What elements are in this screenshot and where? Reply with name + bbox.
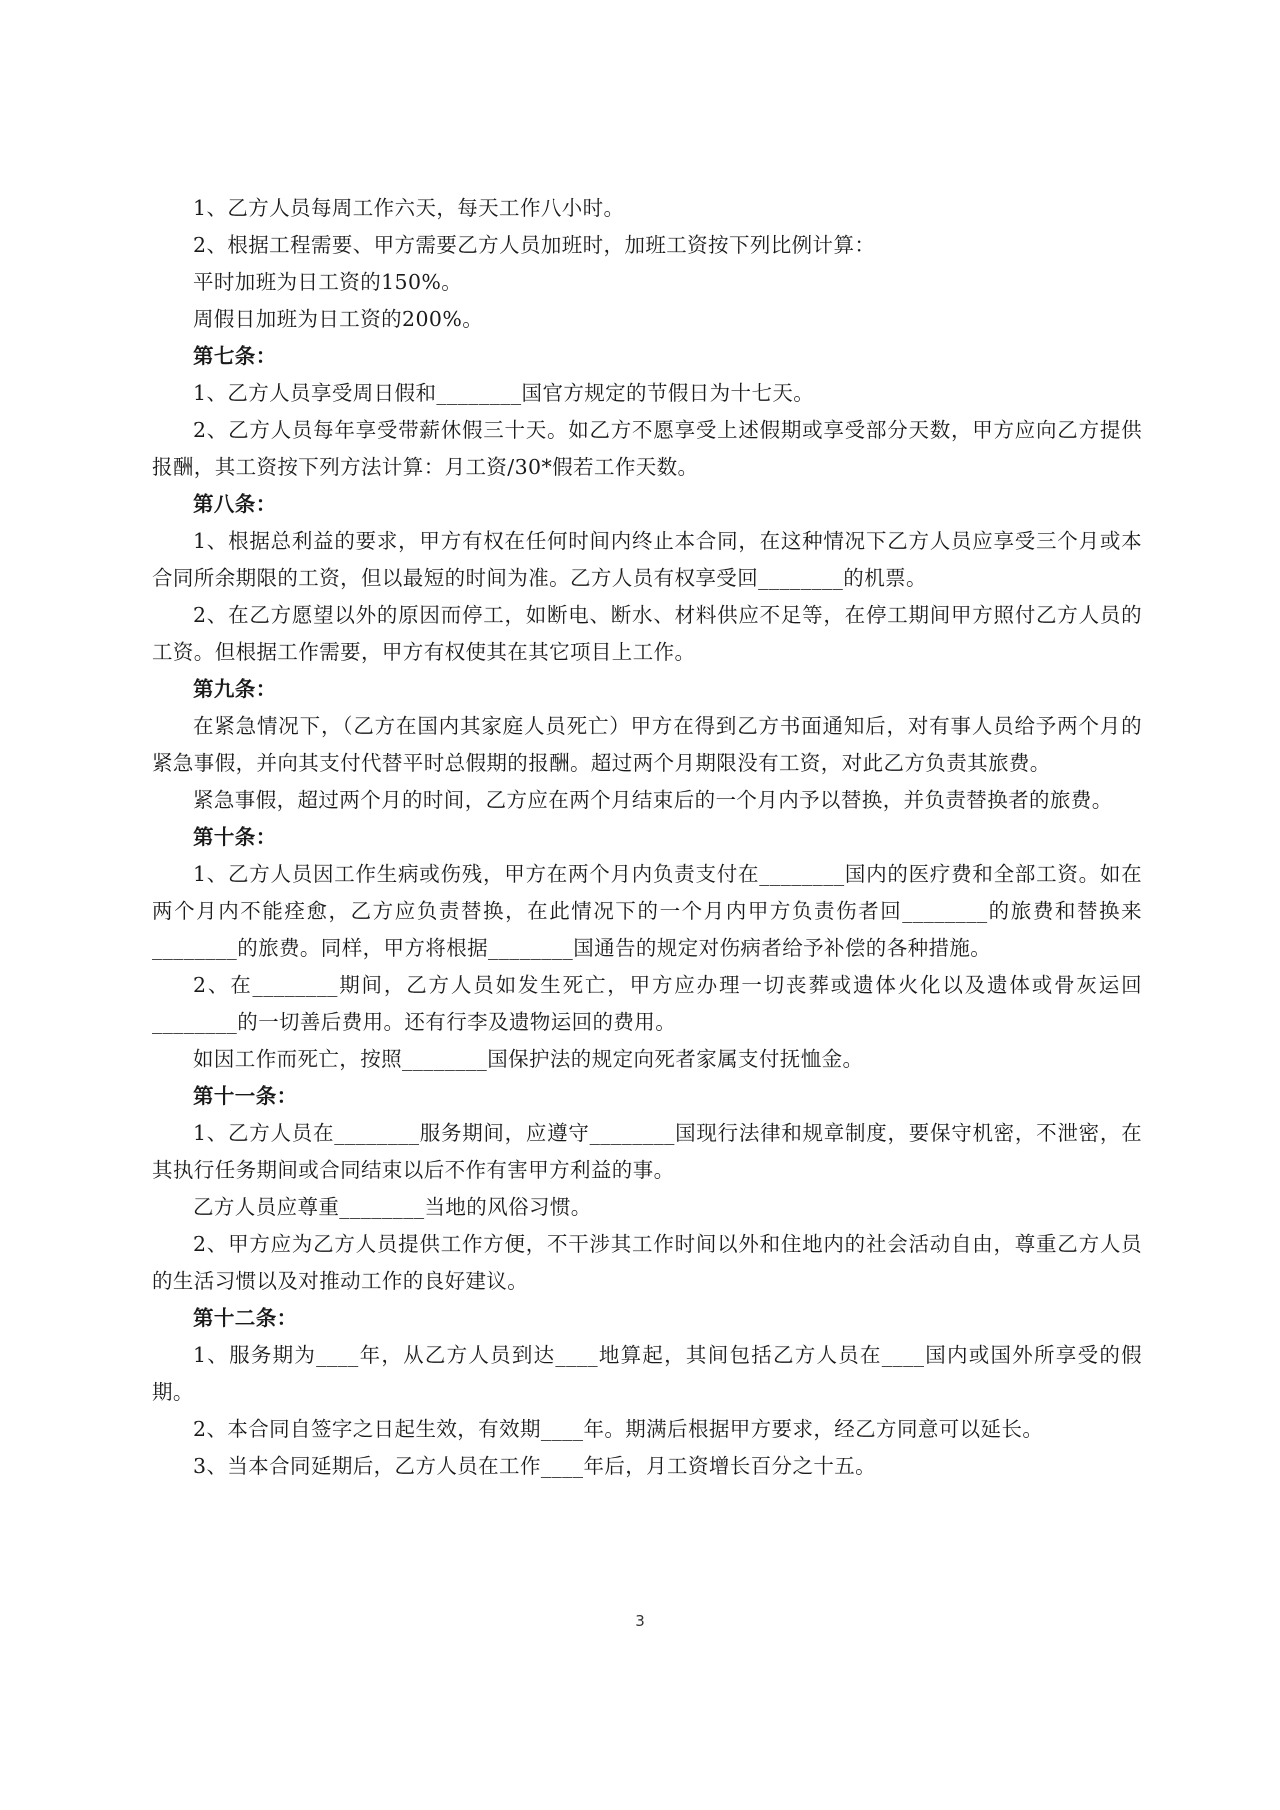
paragraph: 1、乙方人员因工作生病或伤残，甲方在两个月内负责支付在________国内的医疗费和全部工资。如在两个月内不能痊愈，乙方应负责替换，在此情况下的一个月内甲方负责伤者回________的旅费和替换来________的旅费。同样，甲方将根据________国通告的规定对伤病者给予补偿的各种措施。 (152, 862, 1142, 960)
section-heading: 第十二条： (193, 1306, 298, 1330)
paragraph: 1、服务期为____年，从乙方人员到达____地算起，其间包括乙方人员在____国内或国外所享受的假期。 (152, 1343, 1142, 1404)
paragraph: 2、在乙方愿望以外的原因而停工，如断电、断水、材料供应不足等，在停工期间甲方照付乙方人员的工资。但根据工作需要，甲方有权使其在其它项目上工作。 (152, 603, 1142, 664)
paragraph: 如因工作而死亡，按照________国保护法的规定向死者家属支付抚恤金。 (193, 1047, 864, 1071)
paragraph: 2、乙方人员每年享受带薪休假三十天。如乙方不愿享受上述假期或享受部分天数，甲方应向乙方提供报酬，其工资按下列方法计算：月工资/30*假若工作天数。 (152, 418, 1142, 479)
section-heading: 第七条： (193, 344, 277, 368)
paragraph: 1、乙方人员每周工作六天，每天工作八小时。 (193, 196, 625, 220)
paragraph: 2、甲方应为乙方人员提供工作方便，不干涉其工作时间以外和住地内的社会活动自由，尊重乙方人员的生活习惯以及对推动工作的良好建议。 (152, 1232, 1142, 1293)
paragraph: 2、本合同自签字之日起生效，有效期____年。期满后根据甲方要求，经乙方同意可以延长。 (193, 1417, 1044, 1441)
section-heading: 第八条： (193, 492, 277, 516)
paragraph: 3、当本合同延期后，乙方人员在工作____年后，月工资增长百分之十五。 (193, 1454, 877, 1478)
page-number: 3 (635, 1612, 645, 1630)
paragraph: 2、根据工程需要、甲方需要乙方人员加班时，加班工资按下列比例计算： (193, 233, 876, 257)
paragraph: 平时加班为日工资的150%。 (193, 270, 463, 294)
section-heading: 第十一条： (193, 1084, 298, 1108)
paragraph: 在紧急情况下，（乙方在国内其家庭人员死亡）甲方在得到乙方书面通知后，对有事人员给予两个月的紧急事假，并向其支付代替平时总假期的报酬。超过两个月期限没有工资，对此乙方负责其旅费。 (152, 714, 1142, 775)
section-heading: 第九条： (193, 677, 277, 701)
paragraph: 1、乙方人员在________服务期间，应遵守________国现行法律和规章制度，要保守机密，不泄密，在其执行任务期间或合同结束以后不作有害甲方利益的事。 (152, 1121, 1142, 1182)
paragraph: 紧急事假，超过两个月的时间，乙方应在两个月结束后的一个月内予以替换，并负责替换者的旅费。 (193, 788, 1113, 812)
paragraph: 1、乙方人员享受周日假和________国官方规定的节假日为十七天。 (193, 381, 815, 405)
paragraph: 乙方人员应尊重________当地的风俗习惯。 (193, 1195, 592, 1219)
paragraph: 2、在________期间，乙方人员如发生死亡，甲方应办理一切丧葬或遗体火化以及遗体或骨灰运回________的一切善后费用。还有行李及遗物运回的费用。 (152, 973, 1142, 1034)
paragraph: 1、根据总利益的要求，甲方有权在任何时间内终止本合同，在这种情况下乙方人员应享受三个月或本合同所余期限的工资，但以最短的时间为准。乙方人员有权享受回________的机票。 (152, 529, 1142, 590)
document-body (152, 190, 1142, 1485)
section-heading: 第十条： (193, 825, 277, 849)
paragraph: 周假日加班为日工资的200%。 (193, 307, 484, 331)
